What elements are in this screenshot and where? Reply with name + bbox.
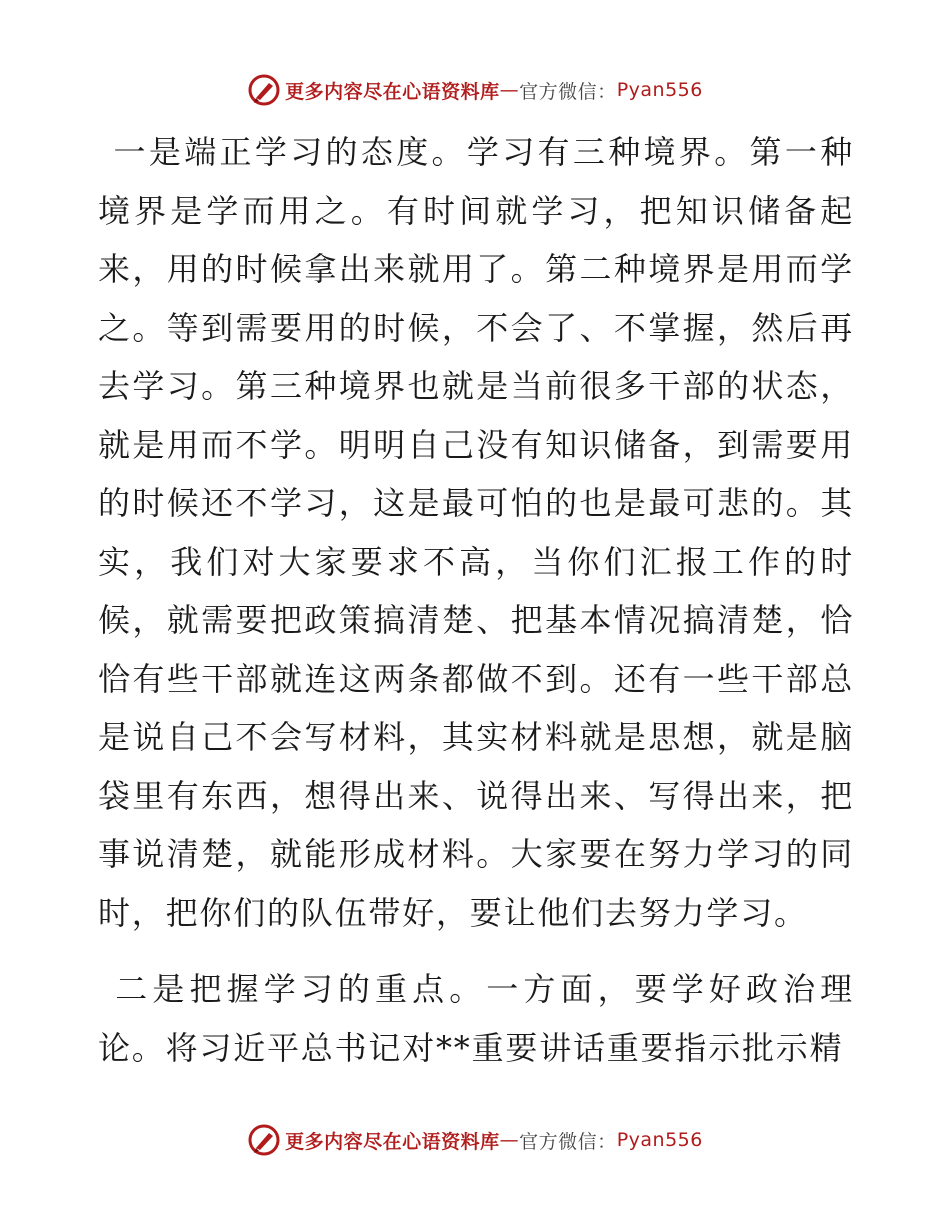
paragraph-focus bbox=[98, 960, 854, 1077]
header-watermark bbox=[0, 72, 950, 108]
colon-label: ： bbox=[597, 1130, 617, 1153]
separator-dash: — bbox=[499, 1129, 520, 1151]
footer-watermark bbox=[0, 1122, 950, 1158]
pen-logo-icon bbox=[247, 73, 281, 107]
document-body bbox=[98, 123, 854, 1077]
paragraph-text: 二是把握学习的重点。一方面，要学好政治理论。将习近平总书记对**重要讲话重要指示批示精 bbox=[98, 970, 854, 1067]
official-label: 官方微信 bbox=[519, 1130, 598, 1153]
official-label: 官方微信 bbox=[519, 80, 598, 103]
colon-label: ： bbox=[597, 80, 617, 103]
brand-text: 更多内容尽在心语资料库 bbox=[285, 80, 500, 103]
pen-logo-icon bbox=[247, 1123, 281, 1157]
brand-text: 更多内容尽在心语资料库 bbox=[285, 1130, 500, 1153]
paragraph-attitude bbox=[98, 123, 854, 942]
separator-dash: — bbox=[499, 79, 520, 101]
paragraph-text: 一是端正学习的态度。学习有三种境界。第一种境界是学而用之。有时间就学习，把知识储备起来，用的时候拿出来就用了。第二种境界是用而学之。等到需要用的时候，不会了、不掌握，然后再去学习。第三种境界也就是当前很多干部的状态，就是用而不学。明明自己没有知识储备，到需要用的时候还不学习，这是最可怕的也是最可悲的。其实，我们对大家要求不高，当你们汇报工作的时候，就需要把政策搞清楚、把基本情况搞清楚，恰恰有些干部就连这两条都做不到。还有一些干部总是说自己不会写材料，其实材料就是思想，就是脑袋里有东西，想得出来、说得出来、写得出来，把事说清楚，就能形成材料。大家要在努力学习的同时，把你们的队伍带好，要让他们去努力学习。 bbox=[98, 133, 854, 932]
wechat-id: Pyan556 bbox=[616, 1129, 703, 1151]
wechat-id: Pyan556 bbox=[616, 79, 703, 101]
